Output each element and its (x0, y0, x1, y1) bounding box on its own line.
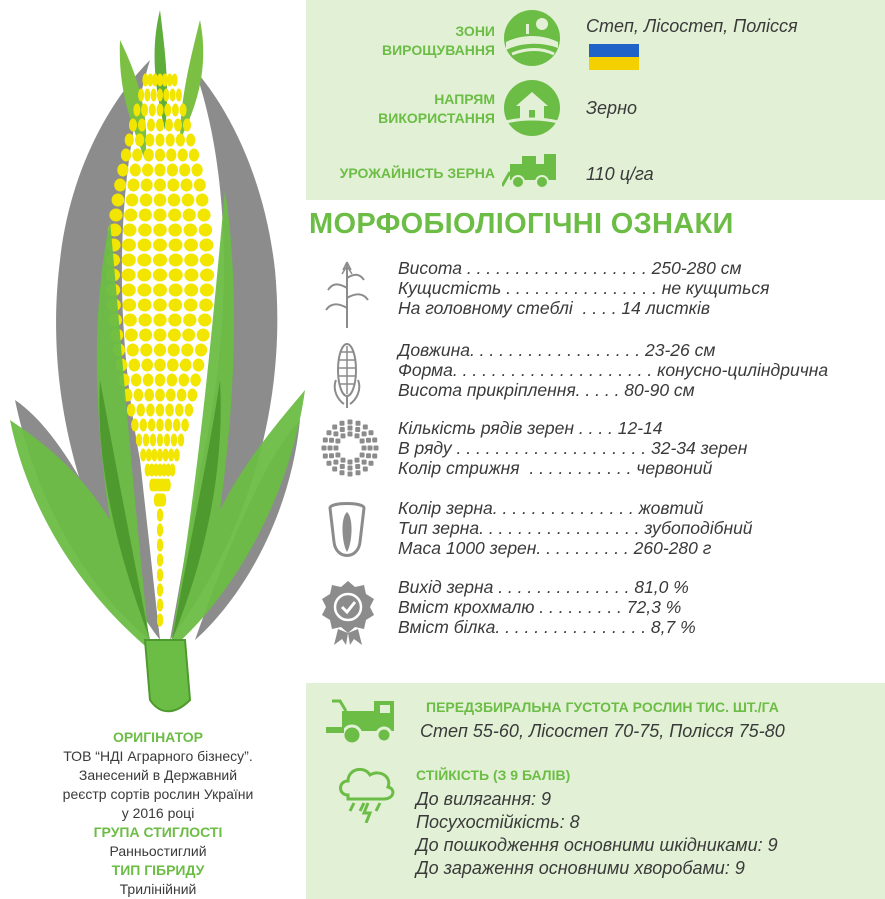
kernel (151, 449, 157, 462)
cross-section-kernel (355, 458, 360, 463)
kernel (154, 194, 167, 207)
kernel (139, 209, 152, 222)
kernel (184, 284, 198, 297)
kernel (184, 269, 198, 282)
ukraine-flag-icon (589, 44, 639, 70)
kernel (163, 449, 169, 462)
kernel (140, 449, 146, 462)
cross-section-kernel (362, 446, 367, 451)
kernel (153, 284, 167, 297)
maturity-title: ГРУПА СТИГЛОСТІ (93, 824, 223, 840)
cross-section-kernel (372, 454, 377, 459)
kernel (146, 404, 155, 417)
trait-line: Форма. . . . . . . . . . . . . . . . . . . . . конусно-циліндрична (398, 360, 829, 380)
originator-line: у 2016 році (121, 805, 195, 821)
usage-label-line2: ВИКОРИСТАННЯ (378, 110, 495, 126)
cross-section-kernel (362, 460, 367, 465)
top-info-panel (306, 0, 885, 200)
kernel (166, 149, 176, 162)
kernel (154, 344, 166, 357)
kernel (137, 269, 151, 282)
trait-line: В ряду . . . . . . . . . . . . . . . . . . . . 32-34 зерен (398, 438, 748, 458)
kernel (169, 254, 183, 267)
cross-section-kernel (372, 438, 377, 443)
cross-section-kernel (369, 430, 374, 435)
kernel (117, 164, 128, 177)
kernel (154, 164, 165, 177)
kernel (144, 389, 154, 402)
density-value: Степ 55-60, Лісостеп 70-75, Полісся 75-80 (420, 721, 785, 741)
kernel (153, 299, 167, 312)
corn-plant-icon (322, 258, 372, 328)
kernel (123, 224, 137, 237)
kernel (127, 404, 136, 417)
kernel (124, 314, 137, 327)
kernel (153, 314, 166, 327)
kernel (122, 239, 136, 252)
kernel (136, 434, 142, 447)
cross-section-kernel (374, 446, 379, 451)
cross-section-kernel (340, 427, 345, 432)
cross-section-kernel (355, 427, 360, 432)
cross-section-kernel (327, 461, 332, 466)
kernel (138, 89, 144, 102)
kernel (181, 179, 193, 192)
kernel (143, 374, 154, 387)
kernel (184, 254, 198, 267)
trait-line: Кущистість . . . . . . . . . . . . . . . . не кущиться (398, 278, 770, 298)
resistance-item: До зараження основними хворобами: 9 (416, 858, 745, 878)
kernel (140, 419, 148, 432)
kernel (112, 194, 125, 207)
cross-section-kernel (348, 426, 353, 431)
cross-section-kernel (341, 458, 346, 463)
kernel (129, 119, 137, 132)
kernel (184, 224, 198, 237)
kernel (195, 344, 207, 357)
kernel (165, 419, 173, 432)
kernel (178, 434, 184, 447)
resistance-title: СТІЙКІСТЬ (З 9 БАЛІВ) (416, 767, 571, 783)
kernel (169, 269, 183, 282)
kernel (141, 359, 153, 372)
kernel (147, 119, 155, 132)
kernel (183, 209, 196, 222)
kernel (114, 179, 126, 192)
trait-line: Довжина. . . . . . . . . . . . . . . . . . 23-26 см (398, 340, 716, 360)
kernel (137, 254, 151, 267)
kernel (138, 299, 152, 312)
kernel (181, 419, 189, 432)
kernel (157, 104, 164, 117)
kernel (197, 329, 210, 342)
kernel (176, 134, 185, 147)
originator-line: реєстр сортів рослин України (62, 786, 254, 802)
kernel (139, 329, 152, 342)
kernel (167, 164, 178, 177)
bottom-info-panel (306, 683, 885, 899)
kernel (122, 299, 136, 312)
kernel (167, 179, 179, 192)
kernel (175, 404, 184, 417)
cross-section-kernel (366, 453, 371, 458)
kernel (193, 359, 205, 372)
kernel (124, 209, 137, 222)
kernel (143, 434, 149, 447)
kernel (172, 104, 179, 117)
kernel (157, 614, 163, 627)
originator-line: ТОВ “НДІ Аграрного бізнесу”. (63, 748, 253, 764)
kernel (157, 524, 163, 537)
kernel (169, 284, 183, 297)
kernel (164, 104, 171, 117)
kernel (166, 134, 175, 147)
kernel (180, 104, 187, 117)
kernel (154, 329, 167, 342)
harvester-icon (326, 697, 406, 747)
kernel (166, 389, 176, 402)
kernel (149, 104, 156, 117)
trait-lines (398, 258, 769, 318)
cross-section-kernel (322, 446, 327, 451)
cross-section-kernel (333, 460, 338, 465)
trait-lines (398, 340, 828, 400)
kernel (182, 194, 195, 207)
kernel (153, 239, 167, 252)
kernel (144, 149, 154, 162)
combine-harvester-icon (502, 150, 562, 190)
kernel (168, 209, 181, 222)
trait-lines (398, 577, 696, 637)
kernel (192, 164, 203, 177)
kernel (197, 209, 210, 222)
kernel (173, 419, 181, 432)
cross-section-kernel (363, 467, 368, 472)
corn-kernel-icon (322, 498, 372, 568)
kernel (200, 254, 214, 267)
cross-section-kernel (356, 421, 361, 426)
kernel (138, 314, 151, 327)
cross-section-kernel (369, 461, 374, 466)
hybrid-title: ТИП ГІБРИДУ (111, 862, 205, 878)
kernel (177, 389, 187, 402)
trait-lines (398, 418, 747, 478)
kernel (144, 89, 150, 102)
trait-line: Вміст білка. . . . . . . . . . . . . . . . 8,7 % (398, 617, 696, 637)
kernel (199, 239, 213, 252)
cross-section-kernel (348, 460, 353, 465)
kernel (194, 179, 206, 192)
cross-section-kernel (348, 432, 353, 437)
cross-section-kernel (355, 433, 360, 438)
cross-section-kernel (333, 431, 338, 436)
resistance-item: До вилягання: 9 (416, 789, 551, 809)
kernel (156, 119, 164, 132)
field-landscape-icon (502, 8, 562, 68)
cross-section-kernel (348, 472, 353, 477)
kernel (168, 449, 174, 462)
kernel (150, 434, 156, 447)
cross-section-kernel (340, 470, 345, 475)
cross-section-kernel (360, 439, 365, 444)
kernel (199, 224, 213, 237)
cross-section-kernel (348, 420, 353, 425)
kernel (157, 449, 163, 462)
kernel (169, 464, 175, 477)
kernel (153, 269, 167, 282)
kernel (168, 314, 181, 327)
kernel (157, 599, 163, 612)
corn-stem (145, 640, 190, 711)
trait-line: Вміст крохмалю . . . . . . . . . 72,3 % (398, 597, 682, 617)
kernel (179, 374, 190, 387)
cross-section-kernel (366, 438, 371, 443)
cross-section-kernel (328, 446, 333, 451)
kernel (138, 239, 152, 252)
kernel (168, 194, 181, 207)
kernel (155, 149, 165, 162)
kernel (185, 404, 194, 417)
trait-line: Висота . . . . . . . . . . . . . . . . . . . 250-280 см (398, 258, 742, 278)
resistance-item: До пошкодження основними шкідниками: 9 (416, 835, 778, 855)
kernel (168, 224, 182, 237)
cross-section-kernel (362, 431, 367, 436)
kernel (189, 149, 199, 162)
kernel (155, 389, 165, 402)
cross-section-kernel (335, 453, 340, 458)
kernel (165, 479, 171, 492)
kernel (188, 389, 198, 402)
trait-line: Висота прикріплення. . . . . 80-90 см (398, 380, 695, 400)
kernel (151, 89, 157, 102)
kernel (142, 164, 153, 177)
origin-block (0, 728, 316, 899)
kernel (160, 494, 166, 507)
kernel (168, 329, 181, 342)
cross-section-kernel (368, 446, 373, 451)
kernel (182, 329, 195, 342)
quality-badge-icon (318, 577, 378, 647)
kernel (140, 194, 153, 207)
kernel (170, 89, 176, 102)
kernel (157, 569, 163, 582)
cross-section-kernel (323, 438, 328, 443)
kernel (168, 299, 182, 312)
kernel (141, 104, 148, 117)
trait-line: На головному стеблі . . . . 14 листків (398, 298, 710, 318)
kernel (183, 314, 196, 327)
kernel (155, 374, 166, 387)
yield-value: 110 ц/га (586, 164, 654, 184)
trait-line: Тип зерна. . . . . . . . . . . . . . . . . зубоподібний (398, 518, 753, 538)
kernel (109, 209, 122, 222)
kernel (165, 119, 173, 132)
zones-label-line2: ВИРОЩУВАННЯ (382, 42, 495, 58)
kernel (125, 134, 134, 147)
cross-section-kernel (323, 454, 328, 459)
kernel (179, 164, 190, 177)
kernel (155, 134, 164, 147)
density-title: ПЕРЕДЗБИРАЛЬНА ГУСТОТА РОСЛИН ТИС. ШТ./ГА (426, 699, 779, 715)
kernel (133, 104, 140, 117)
kernel (138, 119, 146, 132)
kernel (176, 89, 182, 102)
kernel (165, 404, 174, 417)
cross-section-kernel (340, 464, 345, 469)
usage-label (378, 90, 495, 128)
corn-cob-icon (322, 340, 372, 410)
resistance-item: Посухостійкість: 8 (416, 812, 580, 832)
cross-section-kernel (348, 466, 353, 471)
kernel (125, 329, 138, 342)
cross-section-kernel (356, 470, 361, 475)
kernel (128, 179, 140, 192)
kernel (171, 434, 177, 447)
kernel (169, 239, 183, 252)
kernel (186, 134, 195, 147)
kernel (157, 434, 163, 447)
kernel (199, 299, 213, 312)
cross-section-kernel (332, 425, 337, 430)
kernel (167, 374, 178, 387)
kernel (136, 404, 145, 417)
farmhouse-icon (502, 78, 562, 138)
kernel (156, 419, 164, 432)
kernel (168, 344, 180, 357)
usage-label-line1: НАПРЯМ (434, 91, 495, 107)
cross-section-kernel (341, 433, 346, 438)
kernel (200, 284, 214, 297)
kernel (200, 269, 214, 282)
cross-section-kernel (360, 453, 365, 458)
corn-cob-illustration (0, 0, 320, 730)
cob-cross-section-icon (320, 418, 380, 478)
cross-section-kernel (335, 439, 340, 444)
kernel (154, 179, 166, 192)
kernel (132, 149, 142, 162)
kernel (135, 134, 144, 147)
cross-section-kernel (340, 421, 345, 426)
cross-section-kernel (329, 438, 334, 443)
trait-lines (398, 498, 753, 558)
cross-section-kernel (355, 464, 360, 469)
kernel (163, 89, 169, 102)
kernel (174, 119, 182, 132)
kernel (138, 224, 152, 237)
zones-label-line1: ЗОНИ (455, 23, 495, 39)
kernel (184, 299, 198, 312)
kernel (183, 119, 191, 132)
trait-line: Колір зерна. . . . . . . . . . . . . . . жовтий (398, 498, 704, 518)
hybrid-value: Трилінійний (119, 881, 197, 897)
kernel (157, 554, 163, 567)
kernel (196, 194, 209, 207)
kernel (127, 344, 139, 357)
trait-line: Вихід зерна . . . . . . . . . . . . . . 81,0 % (398, 577, 689, 597)
kernel (153, 209, 166, 222)
kernel (122, 254, 136, 267)
kernel (122, 269, 136, 282)
kernel (164, 434, 170, 447)
zones-label (382, 22, 495, 60)
cross-section-kernel (363, 425, 368, 430)
kernel (178, 149, 188, 162)
kernel (174, 449, 180, 462)
kernel (122, 284, 136, 297)
kernel (131, 419, 139, 432)
maturity-value: Ранньостиглий (109, 843, 207, 859)
kernel (190, 374, 201, 387)
kernel (154, 359, 166, 372)
trait-line: Кількість рядів зерен . . . . 12-14 (398, 418, 663, 438)
kernel (130, 164, 141, 177)
kernel (157, 509, 163, 522)
kernel (121, 149, 131, 162)
kernel (157, 584, 163, 597)
kernel (153, 224, 167, 237)
kernel (172, 74, 178, 87)
trait-line: Колір стрижня . . . . . . . . . . . червоний (398, 458, 713, 478)
kernel (198, 314, 211, 327)
cross-section-kernel (329, 453, 334, 458)
kernel (148, 419, 156, 432)
zones-value: Степ, Лісостеп, Полісся (586, 16, 798, 36)
cross-section-kernel (327, 430, 332, 435)
kernel (131, 374, 142, 387)
kernel (153, 254, 167, 267)
kernel (184, 239, 198, 252)
kernel (145, 134, 154, 147)
kernel (167, 359, 179, 372)
kernel (156, 404, 165, 417)
kernel (180, 359, 192, 372)
kernel (140, 344, 152, 357)
storm-cloud-icon (334, 759, 398, 823)
yield-label: УРОЖАЙНІСТЬ ЗЕРНА (339, 165, 495, 181)
kernel (137, 284, 151, 297)
section-title: МОРФОБІОЛІОГІЧНІ ОЗНАКИ (309, 208, 734, 240)
usage-value: Зерно (586, 98, 637, 118)
cross-section-kernel (332, 467, 337, 472)
kernel (157, 539, 163, 552)
cross-section-kernel (334, 446, 339, 451)
kernel (146, 449, 152, 462)
trait-line: Маса 1000 зерен. . . . . . . . . . 260-280 г (398, 538, 712, 558)
kernel (129, 359, 141, 372)
kernel (181, 344, 193, 357)
kernel (126, 194, 139, 207)
kernel (141, 179, 153, 192)
originator-title: ОРИГІНАТОР (112, 729, 204, 745)
kernel (157, 89, 163, 102)
kernel (134, 389, 144, 402)
originator-line: Занесений в Державний (78, 767, 238, 783)
